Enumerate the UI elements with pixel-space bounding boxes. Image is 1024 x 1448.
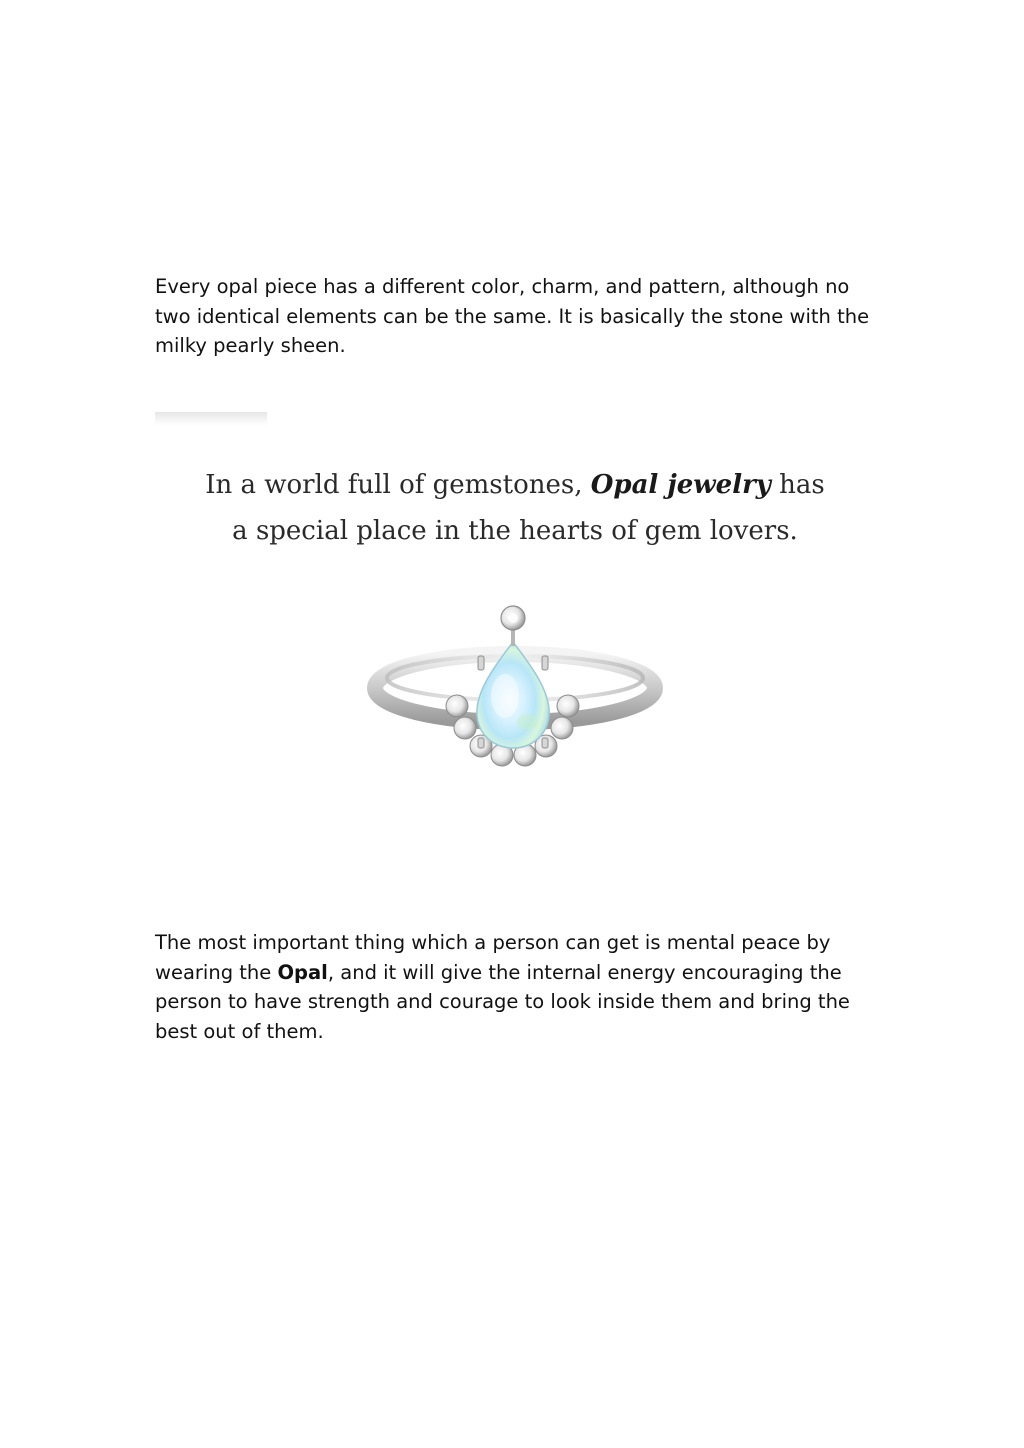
paragraph-2-bold: Opal: [277, 960, 328, 984]
opal-ring-icon: [365, 598, 665, 788]
image-edge-shadow: [155, 412, 267, 426]
quote-emphasis: Opal jewelry: [590, 470, 771, 500]
quote-line1-after: has: [770, 470, 825, 500]
opal-jewelry-image: [155, 412, 875, 812]
quote-line1-before: In a world full of gemstones,: [205, 470, 591, 500]
paragraph-opal-description: Every opal piece has a different color, charm, and pattern, although no two identical elements can be the same. It is basically the stone with the milky pearly sheen.: [155, 275, 870, 357]
paragraph-opal-benefits: [155, 928, 875, 1046]
image-quote: [155, 462, 875, 554]
paragraph-2-after: , and it will give the internal energy encouraging the person to have strength and courage to look inside them and bring the best out of them.: [155, 960, 850, 1043]
paragraph-2-before: The most important thing which a person can get is mental peace by wearing the: [155, 931, 831, 984]
quote-line2: a special place in the hearts of gem lovers.: [232, 516, 798, 546]
